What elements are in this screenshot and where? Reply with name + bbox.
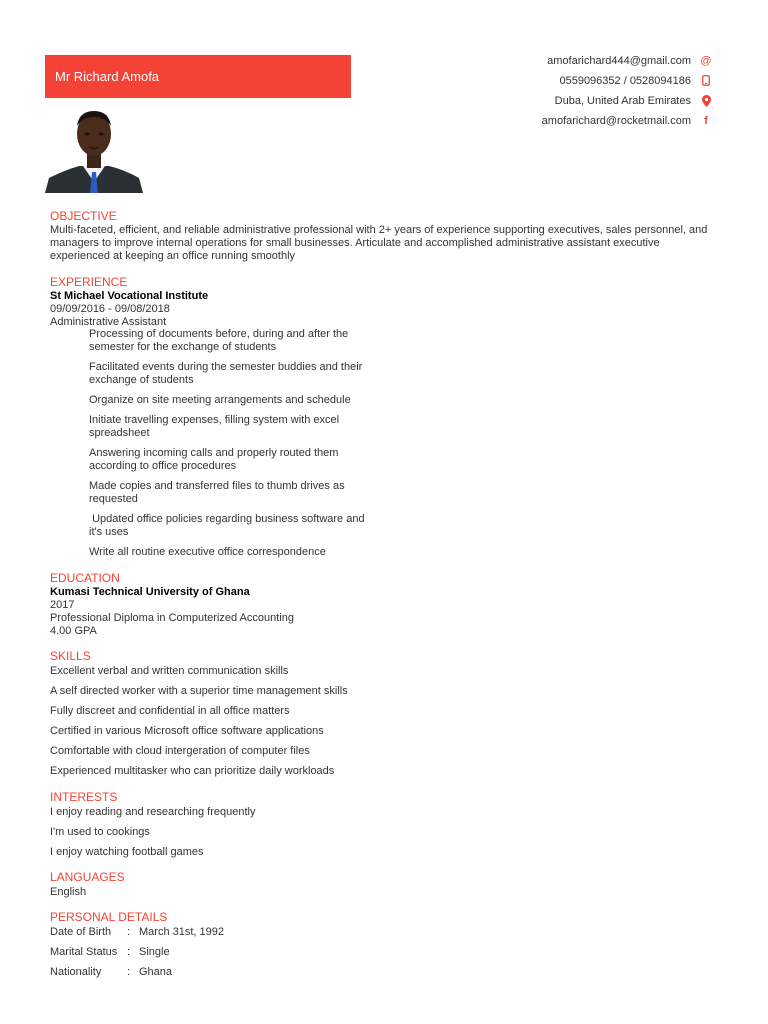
interest-item: I'm used to cookings (50, 826, 150, 838)
skills-heading: SKILLS (50, 649, 91, 663)
education-year: 2017 (50, 599, 75, 611)
education-heading: EDUCATION (50, 571, 120, 585)
phone-icon (699, 75, 713, 86)
duty-item: Facilitated events during the semester buddies and their exchange of students (89, 361, 363, 386)
email-link[interactable]: amofarichard444@gmail.com (547, 55, 691, 67)
duty-item: Updated office policies regarding business software and it's uses (89, 513, 368, 538)
duty-item: Write all routine executive office correspondence (89, 546, 326, 558)
name-banner (45, 55, 351, 98)
personal-details-heading: PERSONAL DETAILS (50, 910, 168, 924)
duty-item: Answering incoming calls and properly routed them according to office procedures (89, 447, 339, 472)
experience-dates: 09/09/2016 - 09/08/2018 (50, 303, 170, 315)
detail-value: Ghana (139, 966, 173, 978)
objective-heading: OBJECTIVE (50, 209, 117, 223)
contact-phone (542, 75, 713, 95)
contact-info (542, 55, 713, 135)
education-school: Kumasi Technical University of Ghana (50, 586, 250, 598)
detail-separator: : (127, 926, 131, 938)
duty-item: Organize on site meeting arrangements and schedule (89, 394, 351, 406)
detail-label: Nationality (50, 966, 102, 978)
detail-label: Marital Status (50, 946, 118, 958)
interests-heading: INTERESTS (50, 790, 118, 804)
skill-item: Experienced multitasker who can prioritize daily workloads (50, 765, 335, 777)
duty-item: Processing of documents before, during and after the semester for the exchange of students (89, 328, 349, 353)
detail-separator: : (127, 966, 131, 978)
interest-item: I enjoy watching football games (50, 846, 204, 858)
location-pin-icon (699, 95, 713, 107)
personal-detail-row (50, 966, 172, 979)
duty-item: Initiate travelling expenses, filling system with excel spreadsheet (89, 414, 340, 439)
experience-role: Administrative Assistant (50, 316, 167, 328)
phone-text: 0559096352 / 0528094186 (559, 75, 691, 87)
skill-item: Excellent verbal and written communication skills (50, 665, 289, 677)
location-text: Duba, United Arab Emirates (554, 95, 691, 107)
detail-value: Single (139, 946, 170, 958)
education-gpa: 4.00 GPA (50, 625, 97, 637)
interest-item: I enjoy reading and researching frequently (50, 806, 256, 818)
detail-value: March 31st, 1992 (139, 926, 224, 938)
skill-item: Certified in various Microsoft office software applications (50, 725, 324, 737)
skill-item: Comfortable with cloud intergeration of computer files (50, 745, 310, 757)
contact-facebook (542, 115, 713, 135)
skill-item: Fully discreet and confidential in all office matters (50, 705, 290, 717)
languages-heading: LANGUAGES (50, 870, 125, 884)
candidate-name: Mr Richard Amofa (55, 69, 160, 84)
experience-heading: EXPERIENCE (50, 275, 128, 289)
education-degree: Professional Diploma in Computerized Accounting (50, 612, 294, 624)
detail-separator: : (127, 946, 131, 958)
facebook-icon: f (704, 115, 708, 127)
language-item: English (50, 886, 87, 898)
personal-detail-row (50, 946, 170, 959)
facebook-link[interactable]: amofarichard@rocketmail.com (541, 115, 691, 127)
personal-detail-row (50, 926, 224, 939)
contact-email (542, 55, 713, 75)
at-icon: @ (700, 55, 712, 67)
duty-item: Made copies and transferred files to thumb drives as requested (89, 480, 345, 505)
skill-item: A self directed worker with a superior time management skills (50, 685, 348, 697)
experience-company: St Michael Vocational Institute (50, 290, 209, 302)
detail-label: Date of Birth (50, 926, 112, 938)
profile-photo (45, 100, 143, 193)
objective-text: Multi-faceted, efficient, and reliable administrative professional with 2+ years of experience supporting executives, sales personnel, and managers to improve internal operations for small businesses. Articulate and accomplished administrative assistant executive experienced at keeping an office running smoothly (50, 224, 708, 262)
contact-location (542, 95, 713, 115)
